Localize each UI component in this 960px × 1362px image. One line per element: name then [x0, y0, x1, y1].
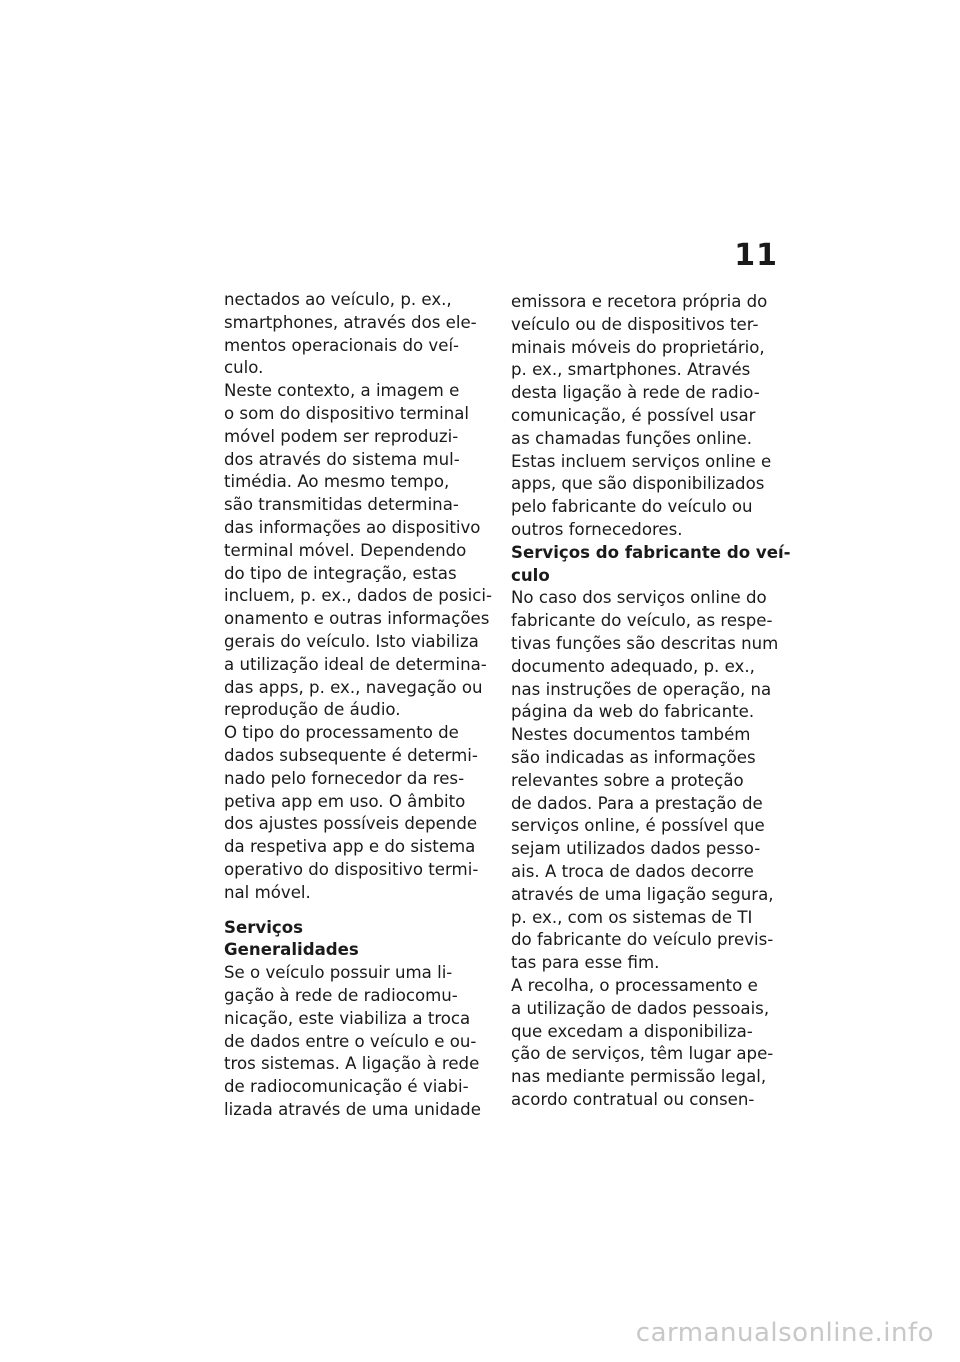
text-line: minais móveis do proprietário, [511, 337, 765, 357]
text-line: comunicação, é possível usar [511, 405, 756, 425]
text-line: smartphones, através dos ele- [224, 312, 477, 332]
text-line: gação à rede de radiocomu- [224, 985, 458, 1005]
text-line: de radiocomunicação é viabi- [224, 1077, 469, 1097]
text-line: são transmitidas determina- [224, 495, 459, 515]
watermark: carmanualsonline.info [635, 1318, 934, 1348]
text-line: tas para esse fim. [511, 953, 660, 973]
text-line: do tipo de integração, estas [224, 563, 457, 583]
text-line: o som do dispositivo terminal [224, 403, 470, 423]
text-line: relevantes sobre a proteção [511, 770, 744, 790]
text-line: nas instruções de operação, na [511, 679, 772, 699]
text-line: emissora e recetora própria do [511, 292, 768, 311]
text-line: móvel podem ser reproduzi- [224, 426, 459, 446]
paragraph-gap [224, 905, 494, 917]
text-line: dos através do sistema mul- [224, 449, 460, 469]
text-line: p. ex., smartphones. Através [511, 360, 751, 380]
text-line: No caso dos serviços online do [511, 588, 767, 608]
text-line: das informações ao dispositivo [224, 517, 481, 537]
text-line: Nestes documentos também [511, 725, 751, 745]
text-line: nal móvel. [224, 882, 311, 902]
text-line: de dados. Para a prestação de [511, 793, 763, 813]
text-line: O tipo do processamento de [224, 723, 459, 743]
text-line: gerais do veículo. Isto viabiliza [224, 631, 479, 651]
text-line: nado pelo fornecedor da res- [224, 768, 465, 788]
page-number: 11 [734, 238, 778, 273]
text-line: da respetiva app e do sistema [224, 837, 476, 857]
text-line: página da web do fabricante. [511, 702, 755, 722]
heading-line: Generalidades [224, 940, 359, 960]
left-text-column [224, 289, 494, 1122]
text-line: de dados entre o veículo e ou- [224, 1031, 477, 1051]
text-line: nicação, este viabiliza a troca [224, 1008, 471, 1028]
text-line: nas mediante permissão legal, [511, 1067, 767, 1087]
text-line: dados subsequente é determi- [224, 745, 478, 765]
text-line: nectados ao veículo, p. ex., [224, 290, 452, 309]
text-line: dos ajustes possíveis depende [224, 814, 478, 834]
text-line: sejam utilizados dados pesso- [511, 839, 761, 859]
text-line: pelo fabricante do veículo ou [511, 497, 753, 517]
text-line: culo. [224, 358, 264, 378]
text-line: tivas funções são descritas num [511, 633, 779, 653]
text-line: fabricante do veículo, as respe- [511, 611, 773, 631]
text-line: desta ligação à rede de radio- [511, 383, 760, 403]
text-line: ais. A troca de dados decorre [511, 861, 754, 881]
text-line: outros fornecedores. [511, 519, 683, 539]
text-line: lizada através de uma unidade [224, 1099, 481, 1119]
text-line: que excedam a disponibiliza- [511, 1021, 753, 1041]
text-line: a utilização de dados pessoais, [511, 998, 770, 1018]
text-line: do fabricante do veículo previs- [511, 930, 774, 950]
text-line: tros sistemas. A ligação à rede [224, 1054, 480, 1074]
text-line: petiva app em uso. O âmbito [224, 791, 466, 811]
text-line: ção de serviços, têm lugar ape- [511, 1044, 774, 1064]
text-line: operativo do dispositivo termi- [224, 859, 479, 879]
text-line: Se o veículo possuir uma li- [224, 963, 453, 983]
text-line: das apps, p. ex., navegação ou [224, 677, 483, 697]
heading-line: culo [511, 565, 550, 585]
text-line: Neste contexto, a imagem e [224, 381, 460, 401]
text-line: as chamadas funções online. [511, 428, 753, 448]
heading-line: Serviços [224, 917, 304, 937]
text-line: onamento e outras informações [224, 609, 490, 629]
text-line: reprodução de áudio. [224, 700, 401, 720]
text-line: incluem, p. ex., dados de posici- [224, 586, 492, 606]
text-line: A recolha, o processamento e [511, 975, 758, 995]
text-line: são indicadas as informações [511, 747, 756, 767]
right-text-column [511, 291, 791, 1112]
text-line: serviços online, é possível que [511, 816, 765, 836]
text-line: apps, que são disponibilizados [511, 474, 765, 494]
text-line: documento adequado, p. ex., [511, 656, 755, 676]
text-line: timédia. Ao mesmo tempo, [224, 472, 450, 492]
text-line: veículo ou de dispositivos ter- [511, 314, 759, 334]
text-line: mentos operacionais do veí- [224, 335, 460, 355]
text-line: p. ex., com os sistemas de TI [511, 907, 753, 927]
text-line: acordo contratual ou consen- [511, 1089, 755, 1109]
text-line: a utilização ideal de determina- [224, 654, 487, 674]
heading-line: Serviços do fabricante do veí- [511, 542, 791, 562]
text-line: terminal móvel. Dependendo [224, 540, 467, 560]
text-line: Estas incluem serviços online e [511, 451, 772, 471]
text-line: através de uma ligação segura, [511, 884, 774, 904]
